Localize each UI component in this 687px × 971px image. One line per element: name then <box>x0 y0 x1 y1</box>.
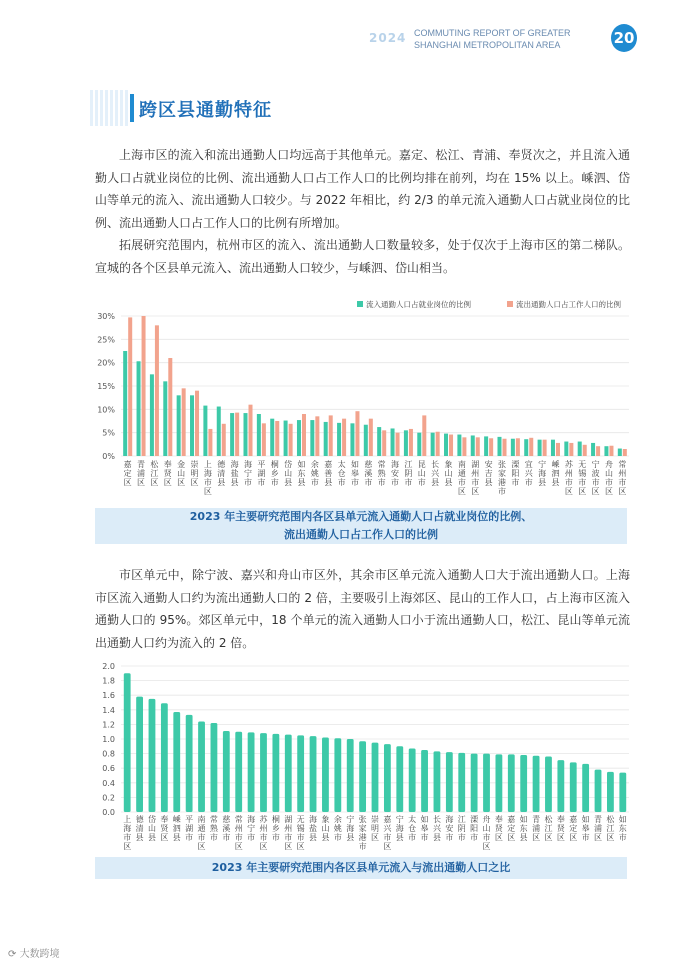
chart1-x-tick-label: 宜兴市 <box>524 460 533 487</box>
chart2-x-tick-label: 常州市区 <box>234 815 243 851</box>
chart2-bar <box>198 721 205 812</box>
chart2-bar <box>359 741 366 812</box>
chart2-bar <box>173 712 180 812</box>
chart1-x-tick-label: 青浦区 <box>137 460 146 487</box>
chart1-x-tick-label: 余姚市 <box>310 460 319 487</box>
chart1-bar <box>396 433 400 456</box>
chart1-x-tick-label: 奉贤区 <box>163 460 172 487</box>
chart2-x-tick-label: 崇明区 <box>371 815 379 842</box>
chart1-x-tick-label: 德清县 <box>217 460 226 487</box>
chart1-bar <box>310 420 314 456</box>
chart1-x-tick-label: 江阴市 <box>404 460 413 487</box>
chart1-bar <box>249 405 253 456</box>
chart2-x-tick-label: 宁海县 <box>346 815 355 842</box>
chart-commute-ratio <box>95 296 635 508</box>
chart2-bar <box>570 762 577 812</box>
chart1-bar <box>556 443 560 456</box>
chart2-y-tick-label: 1.2 <box>102 720 115 730</box>
chart1-x-tick-label: 嘉善县 <box>324 460 333 487</box>
chart2-y-tick-label: 0.2 <box>102 793 115 803</box>
chart1-bar <box>484 436 488 456</box>
chart2-y-tick-label: 1.0 <box>102 735 115 744</box>
chart2-bar <box>161 703 168 812</box>
chart1-x-tick-label: 上海市区 <box>203 460 212 496</box>
chart1-bar <box>583 445 587 456</box>
chart1-bar <box>275 421 279 456</box>
chart2-bar <box>582 764 589 812</box>
chart2-x-tick-label: 常熟市 <box>209 815 218 842</box>
chart1-bar <box>591 443 595 456</box>
chart1-y-tick-label: 0% <box>102 452 115 461</box>
chart2-y-tick-label: 1.4 <box>102 705 115 715</box>
chart1-bar <box>177 395 181 456</box>
chart2-x-tick-label: 如东市 <box>618 815 627 842</box>
chart1-y-tick-label: 20% <box>97 358 115 368</box>
chart2-x-tick-label: 如东县 <box>519 815 528 842</box>
chart1-bar <box>516 438 520 456</box>
header-report-title <box>414 27 571 51</box>
chart1-bar <box>489 438 493 456</box>
chart1-bar <box>436 432 440 456</box>
chart2-x-tick-label: 海宁市 <box>247 815 256 842</box>
chart2-y-tick-label: 0.6 <box>102 764 115 774</box>
chart1-bar <box>137 361 141 456</box>
chart1-x-tick-label: 舟山市区 <box>604 460 613 496</box>
chart2-bar <box>483 754 490 812</box>
chart1-x-tick-label: 安吉县 <box>484 460 493 487</box>
chart1-bar <box>497 437 501 456</box>
chart1-x-tick-label: 长兴县 <box>431 460 440 487</box>
chart2-bar <box>434 751 441 812</box>
chart-inflow-outflow-ratio <box>95 658 635 856</box>
chart1-bar <box>155 325 159 456</box>
chart2-bar <box>446 752 453 812</box>
chart2-caption <box>95 857 627 879</box>
chart1-y-tick-label: 5% <box>102 428 115 438</box>
chart1-bar <box>404 430 408 456</box>
chart2-x-tick-label: 桐乡市 <box>271 815 280 842</box>
chart2-bar <box>595 770 602 812</box>
chart2-y-tick-label: 0.8 <box>102 749 115 759</box>
paragraph-3: 市区单元中，除宁波、嘉兴和舟山市区外，其余市区单元流入通勤人口大于流出通勤人口。上海市区流入通勤人口约为流出通勤人口的 2 倍，主要吸引上海郊区、昆山的工作人口，占上海市区流入通勤人口的 95%。郊区单元中，18 个单元的流入通勤人口小于流出通勤人口，松江、昆山等单元流出通勤人口约为流入的 2 倍。 <box>95 568 630 650</box>
chart2-x-tick-label: 慈溪市 <box>222 815 231 842</box>
chart1-bar <box>431 433 435 456</box>
chart1-bar <box>462 437 466 456</box>
chart1-bar <box>543 440 547 456</box>
chart2-x-tick-label: 奉贤区 <box>556 815 565 842</box>
chart1-bar <box>142 316 146 456</box>
chart1-bar <box>302 414 306 456</box>
chart1-caption-line1: 2023 年主要研究范围内各区县单元流入通勤人口占就业岗位的比例、 <box>189 510 533 523</box>
chart1-x-tick-label: 桐乡市 <box>270 460 279 487</box>
chart1-bar <box>150 374 154 456</box>
section-decoration <box>90 90 130 126</box>
chart2-x-tick-label: 无锡市区 <box>296 815 305 851</box>
chart2-bar <box>421 750 428 812</box>
chart2-y-tick-label: 0.0 <box>102 808 115 817</box>
chart1-bar <box>315 416 319 456</box>
chart1-bar <box>190 395 194 456</box>
chart1-bar <box>578 442 582 456</box>
chart1-x-tick-label: 常州市区 <box>618 460 627 496</box>
chart1-x-tick-label: 湖州市区 <box>471 460 480 496</box>
chart1-bar <box>564 442 568 456</box>
chart2-bar <box>533 756 540 812</box>
chart1-bar <box>217 407 221 456</box>
chart2-bar <box>471 754 478 812</box>
chart1-bar <box>417 433 421 456</box>
chart2-bar <box>520 755 527 812</box>
chart2-bar <box>149 699 156 812</box>
chart1-bar <box>123 351 127 456</box>
chart1-x-tick-label: 海盐县 <box>230 460 239 487</box>
chart2-x-tick-label: 象山县 <box>321 815 330 842</box>
chart2-x-tick-label: 宁海县 <box>395 815 404 842</box>
chart1-bar <box>524 439 528 456</box>
chart1-bar <box>324 422 328 456</box>
chart2-x-tick-label: 松江区 <box>606 815 615 842</box>
chart1-bar <box>284 421 288 456</box>
chart2-bar <box>458 753 465 812</box>
chart1-bar <box>457 435 461 456</box>
chart1-bar <box>364 425 368 456</box>
chart1-bar <box>163 381 167 456</box>
chart1-bar <box>422 415 426 456</box>
chart2-x-tick-label: 嘉定区 <box>569 815 578 842</box>
chart1-x-tick-label: 无锡市区 <box>578 460 587 496</box>
chart2-bar <box>495 754 502 812</box>
chart1-bar <box>409 429 413 456</box>
chart2-bar <box>508 754 515 812</box>
chart1-x-tick-label: 昆山市 <box>417 460 426 487</box>
chart2-bar <box>272 734 279 812</box>
chart2-x-tick-label: 岱山县 <box>147 815 156 842</box>
chart2-x-tick-label: 青浦区 <box>594 815 603 842</box>
chart1-bar <box>257 414 261 456</box>
chart2-bar <box>372 743 379 812</box>
chart2-x-tick-label: 长兴县 <box>432 815 441 842</box>
chart2-x-tick-label: 如皋市 <box>420 815 429 842</box>
chart1-x-tick-label: 宁海县 <box>538 460 547 487</box>
chart1-bar <box>270 419 274 456</box>
chart2-bar <box>396 746 403 812</box>
chart2-bar <box>223 731 230 812</box>
chart1-y-tick-label: 15% <box>97 382 115 391</box>
footer-logo <box>8 945 60 960</box>
chart1-caption-line2: 流出通勤人口占工作人口的比例 <box>284 528 438 541</box>
header-year: 2024 <box>369 31 407 45</box>
chart1-bar <box>203 406 207 456</box>
chart2-bar <box>248 732 255 812</box>
chart1-legend-swatch <box>507 301 513 307</box>
chart2-x-tick-label: 德清县 <box>135 815 144 842</box>
chart2-bar <box>136 697 143 812</box>
header-title-line2: SHANGHAI METROPOLITAN AREA <box>414 40 561 50</box>
chart2-bar <box>310 736 317 812</box>
chart1-bar <box>297 420 301 456</box>
chart1-bar <box>262 423 266 456</box>
footer-logo-icon: ⟳ <box>8 949 17 960</box>
chart1-x-tick-label: 张家港市 <box>498 460 506 496</box>
chart1-x-tick-label: 如东县 <box>297 460 306 487</box>
chart1-bar <box>230 413 234 456</box>
chart2-x-tick-label: 南通市区 <box>197 815 206 851</box>
chart1-bar <box>569 443 573 456</box>
chart1-bar <box>511 439 515 456</box>
chart1-x-tick-label: 太仓市 <box>337 460 346 487</box>
chart1-legend-label: 流入通勤人口占就业岗位的比例 <box>366 300 471 309</box>
chart1-x-tick-label: 松江区 <box>150 460 159 487</box>
chart1-legend-swatch <box>357 301 363 307</box>
chart2-caption-text: 2023 年主要研究范围内各区县单元流入与流出通勤人口之比 <box>211 861 511 874</box>
chart2-y-tick-label: 1.6 <box>102 691 115 701</box>
paragraph-2: 拓展研究范围内，杭州市区的流入、流出通勤人口数量较多，处于仅次于上海市区的第二梯队。宣城的各个区县单元流入、流出通勤人口较少，与嵊泗、岱山相当。 <box>95 238 630 275</box>
chart1-bar <box>208 429 212 456</box>
chart1-x-tick-label: 岱山县 <box>284 460 293 487</box>
chart1-bar <box>222 424 226 456</box>
chart1-bar <box>355 411 359 456</box>
chart2-y-tick-label: 1.8 <box>102 676 115 686</box>
section-accent-bar <box>130 94 134 122</box>
chart1-bar <box>596 446 600 456</box>
chart2-x-tick-label: 海盐县 <box>309 815 318 842</box>
chart1-bar <box>449 435 453 456</box>
chart1-x-tick-label: 宁波市区 <box>591 460 600 496</box>
chart1-bar <box>551 440 555 456</box>
chart1-bar <box>128 317 132 456</box>
chart1-bar <box>529 438 533 456</box>
chart1-bar <box>182 388 186 456</box>
chart1-bar <box>476 437 480 456</box>
chart1-y-tick-label: 25% <box>97 335 115 345</box>
chart1-bar <box>168 358 172 456</box>
chart2-x-tick-label: 平湖市 <box>185 815 194 842</box>
chart1-caption <box>95 508 627 544</box>
chart2-x-tick-label: 太仓市 <box>408 815 417 842</box>
chart2-x-tick-label: 余姚市 <box>333 815 342 842</box>
chart2-x-tick-label: 松江区 <box>544 815 553 842</box>
chart2-bar <box>260 733 267 812</box>
chart1-bar <box>342 419 346 456</box>
chart1-bar <box>623 449 627 456</box>
chart2-bar <box>235 732 242 812</box>
chart1-bar <box>538 440 542 456</box>
chart2-bar <box>347 739 354 812</box>
chart2-bar <box>322 738 329 812</box>
chart2-x-tick-label: 嘉定区 <box>507 815 516 842</box>
chart2-x-tick-label: 湖州市区 <box>284 815 293 851</box>
chart2-x-tick-label: 奉贤区 <box>494 815 503 842</box>
chart2-bar <box>297 735 304 812</box>
chart1-x-tick-label: 嘉定区 <box>123 460 132 487</box>
chart1-x-tick-label: 象山县 <box>444 460 453 487</box>
chart1-bar <box>369 419 373 456</box>
paragraph-1: 上海市区的流入和流出通勤人口均远高于其他单元。嘉定、松江、青浦、奉贤次之，并且流入通勤人口占就业岗位的比例、流出通勤人口占工作人口的比例均排在前列，均在 15% 以上。嵊泗、岱山等单元的流入、流出通勤人口较少。与 2022 年相比，约 2/3 的单元流入通勤人口占就业岗位的比例、流出通勤人口占工作人口的比例有所增加。 <box>95 148 630 230</box>
chart1-bar <box>609 446 613 456</box>
chart1-bar <box>195 391 199 456</box>
chart2-x-tick-label: 溧阳市 <box>470 815 479 842</box>
chart1-x-tick-label: 嵊泗县 <box>551 460 560 487</box>
footer-logo-text: 大数跨境 <box>19 949 60 960</box>
chart1-bar <box>618 449 622 456</box>
chart2-x-tick-label: 如皋市 <box>581 815 590 842</box>
chart1-x-tick-label: 金山区 <box>177 460 186 487</box>
chart2-x-tick-label: 海安市 <box>445 815 454 842</box>
section-title: 跨区县通勤特征 <box>139 100 272 121</box>
chart2-x-tick-label: 苏州市区 <box>259 815 268 851</box>
chart2-bar <box>545 757 552 812</box>
chart1-x-tick-label: 平湖市 <box>257 460 266 487</box>
chart2-bar <box>334 738 341 812</box>
chart2-bar <box>186 715 193 812</box>
chart2-y-tick-label: 0.4 <box>102 778 115 788</box>
chart1-x-tick-label: 海安市 <box>391 460 400 487</box>
chart2-bar <box>124 673 131 812</box>
chart1-x-tick-label: 南通市区 <box>457 460 466 496</box>
chart2-x-tick-label: 青浦区 <box>532 815 541 842</box>
chart1-bar <box>444 434 448 456</box>
chart2-x-tick-label: 奉贤区 <box>160 815 169 842</box>
chart1-x-tick-label: 慈溪市 <box>364 460 373 487</box>
chart1-bar <box>604 446 608 456</box>
chart1-bar <box>235 413 239 456</box>
chart2-bar <box>285 735 292 812</box>
header-title-line1: COMMUTING REPORT OF GREATER <box>414 28 571 38</box>
chart2-bar <box>557 760 564 812</box>
chart2-x-tick-label: 嵊泗县 <box>172 815 181 842</box>
chart1-bar <box>391 428 395 456</box>
chart1-legend-label: 流出通勤人口占工作人口的比例 <box>516 300 621 309</box>
chart1-bar <box>377 427 381 456</box>
chart2-x-tick-label: 江阴市 <box>457 815 466 842</box>
chart1-y-tick-label: 30% <box>97 312 115 321</box>
chart2-bar <box>384 744 391 812</box>
chart1-x-tick-label: 溧阳市 <box>511 460 520 487</box>
chart1-x-tick-label: 苏州市区 <box>564 460 573 496</box>
chart1-bar <box>243 413 247 456</box>
chart1-y-tick-label: 10% <box>97 405 115 415</box>
chart2-x-tick-label: 舟山市区 <box>482 815 491 851</box>
chart1-bar <box>289 424 293 456</box>
chart2-x-tick-label: 张家港市 <box>358 815 367 851</box>
chart1-bar <box>337 423 341 456</box>
chart1-bar <box>350 423 354 456</box>
chart2-bar <box>619 773 626 812</box>
page-number-badge: 20 <box>611 24 637 52</box>
chart1-bar <box>503 439 507 456</box>
chart2-x-tick-label: 嘉兴市区 <box>383 815 392 851</box>
chart1-bar <box>329 415 333 456</box>
chart2-bar <box>607 772 614 812</box>
chart2-bar <box>211 723 218 812</box>
chart2-y-tick-label: 2.0 <box>102 662 115 671</box>
chart1-x-tick-label: 崇明区 <box>190 460 199 487</box>
chart1-bar <box>382 430 386 456</box>
chart1-bar <box>471 435 475 456</box>
chart2-x-tick-label: 上海市区 <box>123 815 132 851</box>
chart1-x-tick-label: 如皋市 <box>350 460 359 487</box>
chart1-x-tick-label: 海宁市 <box>244 460 252 487</box>
chart2-bar <box>409 748 416 812</box>
chart1-x-tick-label: 常熟市 <box>377 460 386 487</box>
